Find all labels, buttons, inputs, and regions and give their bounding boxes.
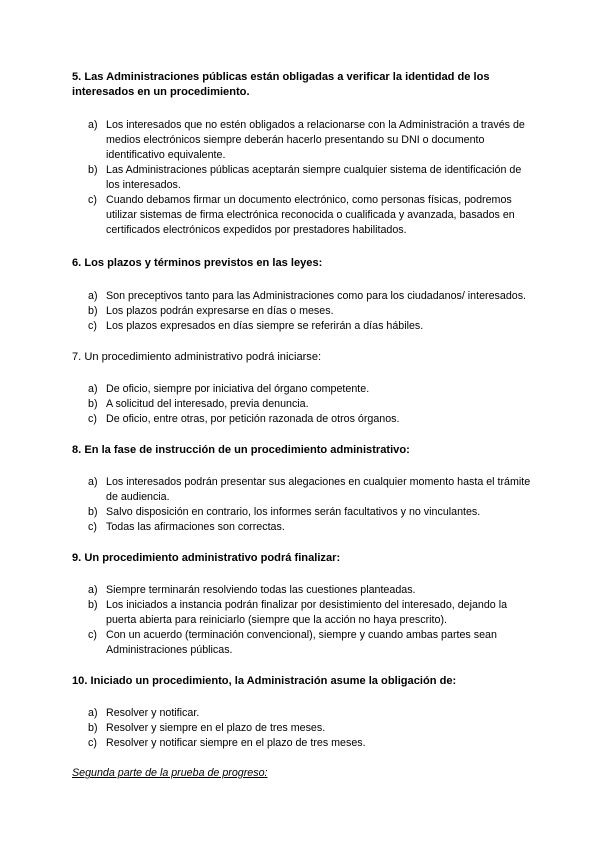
option-a: a) Los interesados podrán presentar sus alegaciones en cualquier momento hasta el trámite de audiencia.: [88, 476, 531, 503]
question-5: [72, 70, 534, 238]
option-c: c) De oficio, entre otras, por petición razonada de otros órganos.: [88, 413, 400, 425]
option-b: b) Los plazos podrán expresarse en días o meses.: [88, 305, 334, 317]
option-a: a) Siempre terminarán resolviendo todas las cuestiones planteadas.: [88, 584, 416, 596]
option-a: a) Los interesados que no estén obligados a relacionarse con la Administración a través de medios electrónicos siempre deberán hacerlo presentando su DNI o documento identificativo equivalente.: [88, 119, 525, 161]
option-c: c) Con un acuerdo (terminación convencional), siempre y cuando ambas partes sean Administraciones públicas.: [88, 629, 497, 656]
option-c: c) Resolver y notificar siempre en el plazo de tres meses.: [88, 737, 366, 749]
option-c: c) Los plazos expresados en días siempre se referirán a días hábiles.: [88, 320, 424, 332]
option-a: a) Son preceptivos tanto para las Administraciones como para los ciudadanos/ interesados.: [88, 290, 527, 302]
options-list: [72, 475, 534, 535]
question-title: 7. Un procedimiento administrativo podrá iniciarse:: [72, 351, 322, 363]
options-list: [72, 583, 534, 658]
option-b: b) Resolver y siempre en el plazo de tres meses.: [88, 722, 326, 734]
question-9: [72, 551, 534, 658]
question-title: 8. En la fase de instrucción de un procedimiento administrativo:: [72, 444, 410, 456]
question-7: [72, 350, 534, 427]
question-title: 5. Las Administraciones públicas están obligadas a verificar la identidad de los interesados en un procedimiento.: [72, 71, 490, 98]
option-c: c) Todas las afirmaciones son correctas.: [88, 521, 285, 533]
section-subtitle: Segunda parte de la prueba de progreso:: [72, 767, 268, 779]
question-title: 9. Un procedimiento administrativo podrá finalizar:: [72, 552, 341, 564]
option-b: b) A solicitud del interesado, previa denuncia.: [88, 398, 309, 410]
option-a: a) De oficio, siempre por iniciativa del órgano competente.: [88, 383, 370, 395]
question-title: 6. Los plazos y términos previstos en las leyes:: [72, 257, 323, 269]
option-a: a) Resolver y notificar.: [88, 707, 200, 719]
question-8: [72, 443, 534, 535]
options-list: [72, 118, 534, 238]
option-b: b) Los iniciados a instancia podrán finalizar por desistimiento del interesado, dejando la puerta abierta para reiniciarlo (siempre que la acción no haya prescrito).: [88, 599, 508, 626]
question-10: [72, 674, 534, 751]
document-page: [72, 70, 534, 779]
options-list: [72, 382, 534, 427]
option-c: c) Cuando debamos firmar un documento electrónico, como personas físicas, podremos utilizar sistemas de firma electrónica reconocida o cualificada y avanzada, basados en certificados electrónicos expedidos por prestadores habilitados.: [88, 194, 515, 236]
option-b: b) Salvo disposición en contrario, los informes serán facultativos y no vinculantes.: [88, 506, 481, 518]
options-list: [72, 706, 534, 751]
question-6: [72, 256, 534, 334]
question-title: 10. Iniciado un procedimiento, la Administración asume la obligación de:: [72, 675, 457, 687]
option-b: b) Las Administraciones públicas aceptarán siempre cualquier sistema de identificación de los interesados.: [88, 164, 522, 191]
options-list: [72, 289, 534, 334]
